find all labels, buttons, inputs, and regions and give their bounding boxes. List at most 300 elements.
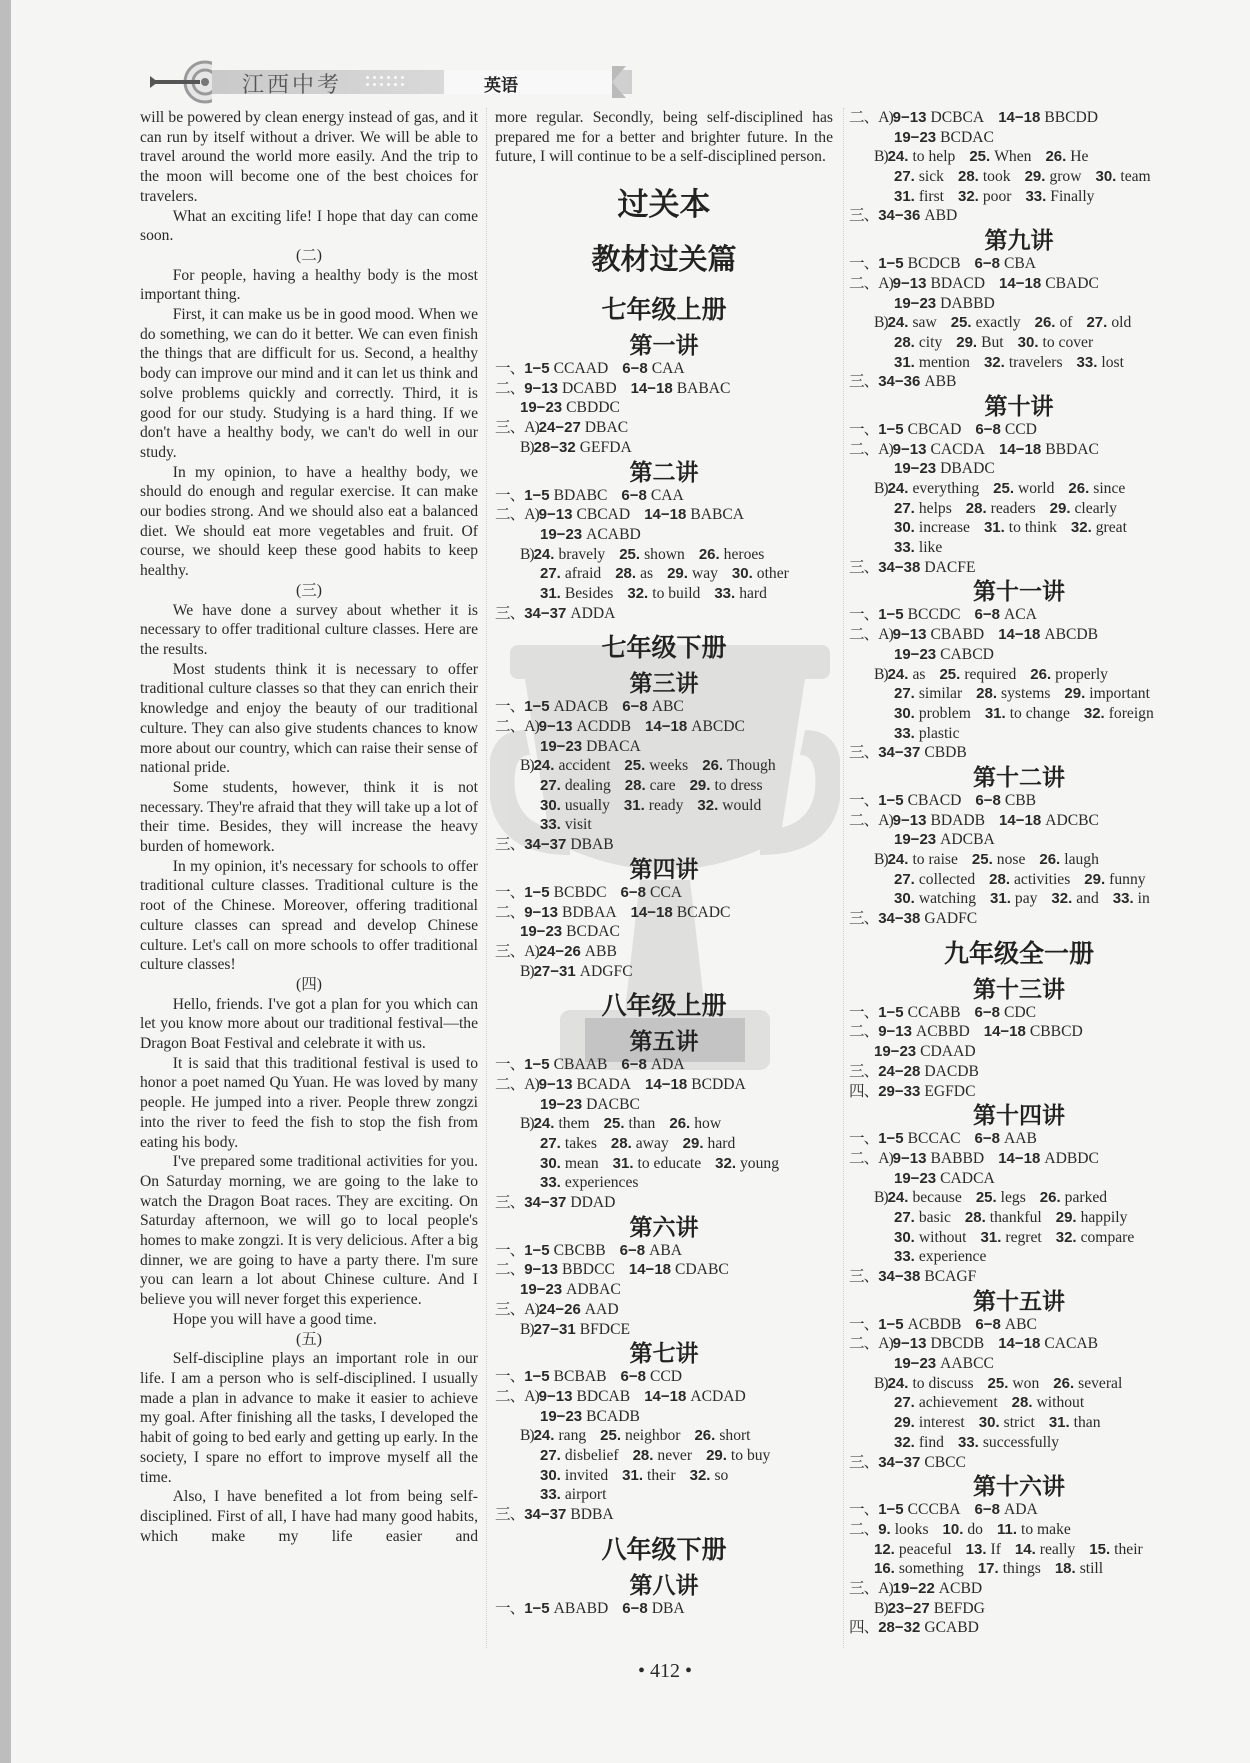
question-number: 14−18 — [983, 1023, 1026, 1041]
paragraph: What an exciting life! I hope that day can come soon. — [140, 207, 478, 245]
paragraph: Most students think it is necessary to offer traditional culture classes so that they can enrich their knowledge and enjoy the beauty of our traditional culture. They can also give students chances to know more about our country, which can raise their sense of national pride. — [140, 660, 478, 777]
page-header — [132, 60, 642, 104]
answer-text: BCCAC — [907, 1130, 961, 1148]
question-section-label: 二、A) — [849, 1335, 893, 1353]
answer-text: several — [1078, 1374, 1123, 1392]
question-section-label: 二、A) — [495, 1387, 539, 1405]
question-section-label: 一、 — [495, 883, 525, 901]
answer-item — [540, 1135, 597, 1152]
answer-line — [849, 1228, 1189, 1248]
answer-item — [878, 255, 960, 272]
answer-item — [993, 480, 1054, 497]
answer-line — [495, 584, 833, 604]
answer-text: CBACD — [907, 791, 962, 809]
answer-text: problem — [918, 704, 971, 722]
answer-item — [534, 439, 632, 456]
answer-text: DCABD — [562, 379, 617, 397]
answer-text: exactly — [975, 314, 1021, 332]
answer-item — [894, 871, 975, 888]
answer-item — [878, 559, 975, 576]
answer-line — [495, 1154, 833, 1174]
lecture-heading: 第十六讲 — [973, 1474, 1065, 1501]
answer-text: sick — [918, 168, 944, 186]
answer-text: BBDAC — [1045, 440, 1099, 458]
question-number: 33. — [540, 1174, 561, 1192]
answer-item — [611, 1135, 669, 1152]
answer-text: looks — [894, 1520, 929, 1538]
answer-text: Though — [727, 757, 776, 775]
answer-text: ABC — [651, 698, 684, 716]
answer-item — [539, 1388, 631, 1405]
answer-line — [849, 313, 1189, 333]
question-section-label: 三、 — [495, 1506, 525, 1524]
answer-item — [894, 705, 971, 722]
answer-item — [894, 354, 970, 371]
answer-text: GCABD — [924, 1619, 979, 1637]
answer-item — [540, 816, 592, 833]
answer-text: legs — [1000, 1189, 1026, 1207]
question-number: 24. — [887, 314, 909, 332]
question-number: 34−37 — [524, 1194, 567, 1212]
answer-text: CBBCD — [1029, 1023, 1083, 1041]
answer-item — [622, 360, 684, 377]
answer-line — [495, 1485, 833, 1505]
answer-line — [849, 206, 1189, 226]
answer-item — [1077, 354, 1124, 371]
answer-text: DDAD — [570, 1194, 616, 1212]
answer-text: to build — [652, 584, 701, 602]
answer-item — [633, 1447, 693, 1464]
answer-item — [975, 1004, 1037, 1021]
answer-item — [975, 1501, 1038, 1518]
answer-item — [1025, 168, 1082, 185]
answer-text: compare — [1080, 1228, 1135, 1246]
question-section-label: B) — [874, 314, 888, 332]
answer-item — [1084, 871, 1145, 888]
question-section-label: 二、 — [495, 903, 525, 921]
answer-item — [894, 1229, 967, 1246]
answer-line — [849, 1413, 1189, 1433]
question-number: 29. — [1064, 685, 1086, 703]
question-number: 24. — [887, 1374, 909, 1392]
answer-item — [878, 1268, 976, 1285]
question-number: 32. — [697, 796, 719, 814]
answer-item — [894, 295, 995, 312]
answer-text: ABCDC — [691, 718, 745, 736]
answer-item — [667, 565, 718, 582]
question-number: 31. — [990, 890, 1011, 908]
answer-item — [1051, 890, 1098, 907]
question-number: 1−5 — [878, 1501, 904, 1519]
grade-heading: 八年级下册 — [601, 1534, 727, 1564]
question-number: 19−23 — [894, 128, 937, 146]
answer-line — [849, 538, 1189, 558]
answer-text: experience — [918, 1248, 987, 1266]
answer-text: like — [918, 539, 943, 557]
answer-item — [878, 1454, 966, 1471]
answer-text: BCAGF — [924, 1268, 977, 1285]
answer-line — [495, 1300, 833, 1320]
answer-item — [524, 698, 608, 715]
answer-text: BCDDA — [691, 1075, 746, 1093]
question-number: 9. — [878, 1520, 891, 1538]
question-number: 28. — [615, 565, 637, 583]
question-number: 30. — [540, 1154, 561, 1172]
answer-text: something — [898, 1560, 964, 1578]
answer-item — [645, 1076, 746, 1093]
answer-item — [999, 275, 1099, 292]
question-number: 32. — [1055, 1228, 1077, 1246]
answer-line — [849, 1540, 1189, 1560]
answer-item — [975, 1130, 1037, 1147]
answer-text: ABD — [924, 207, 958, 225]
answer-item — [878, 207, 957, 224]
answer-item — [894, 890, 976, 907]
question-number: 26. — [694, 1427, 716, 1445]
question-number: 30. — [540, 1466, 561, 1484]
answer-line — [495, 1173, 833, 1193]
answer-text: takes — [564, 1135, 597, 1153]
lecture-heading: 第十讲 — [984, 393, 1054, 420]
question-section-label: 一、 — [495, 486, 525, 504]
question-number: 19−23 — [894, 294, 937, 312]
question-number: 1−5 — [524, 1241, 550, 1259]
answer-item — [644, 1388, 746, 1405]
question-number: 16. — [874, 1560, 895, 1578]
answer-item — [998, 1150, 1099, 1167]
answer-item — [878, 792, 961, 809]
question-number: 27. — [894, 870, 915, 888]
answer-item — [979, 1414, 1035, 1431]
question-section-label: 三、 — [849, 207, 879, 225]
answer-text: old — [1111, 314, 1132, 332]
answer-item — [683, 1135, 736, 1152]
question-number: 28. — [624, 777, 646, 795]
answer-item — [690, 1467, 729, 1484]
question-number: 13. — [965, 1540, 987, 1558]
question-number: 25. — [603, 1115, 625, 1133]
answer-text: properly — [1055, 665, 1108, 683]
answer-item — [524, 1242, 605, 1259]
answer-item — [540, 738, 641, 755]
answer-item — [621, 884, 683, 901]
answer-item — [622, 1600, 684, 1617]
answer-item — [625, 777, 676, 794]
question-number: 19−23 — [894, 831, 937, 849]
answer-item — [998, 109, 1098, 126]
question-number: 32. — [689, 1466, 711, 1484]
answer-item — [620, 1242, 682, 1259]
question-number: 1−5 — [524, 486, 550, 504]
question-number: 14. — [1014, 1540, 1036, 1558]
answer-item — [534, 1321, 630, 1338]
question-number: 6−8 — [975, 1315, 1001, 1333]
answer-text: still — [1079, 1560, 1104, 1578]
question-number: 29. — [682, 1135, 704, 1153]
answer-item — [894, 334, 942, 351]
answer-item — [878, 606, 960, 623]
answer-text: BCDAC — [940, 128, 994, 146]
answer-text: pay — [1014, 890, 1038, 908]
answer-text: to educate — [637, 1154, 702, 1172]
question-number: 24. — [887, 1189, 909, 1207]
answer-item — [524, 836, 613, 853]
answer-item — [520, 923, 620, 940]
paragraph: We have done a survey about whether it is necessary to offer traditional culture classes. Here are the results. — [140, 601, 478, 658]
question-number: 9−13 — [538, 1075, 573, 1093]
answer-text: airport — [564, 1486, 607, 1504]
answer-text: strict — [1003, 1414, 1035, 1432]
question-number: 6−8 — [620, 1368, 646, 1386]
answer-item — [894, 1394, 998, 1411]
page-number: • 412 • — [637, 1660, 692, 1682]
answer-text: since — [1093, 480, 1126, 497]
answer-line — [849, 1169, 1189, 1189]
column-divider — [486, 108, 487, 1648]
answer-text: mean — [564, 1154, 599, 1172]
answer-text: weeks — [649, 757, 689, 775]
answer-item — [539, 1301, 619, 1318]
answer-item — [888, 148, 956, 165]
answer-line — [495, 1466, 833, 1486]
question-number: 34−36 — [878, 373, 921, 391]
answer-item — [619, 546, 685, 563]
subject-box — [444, 70, 612, 94]
answer-line — [849, 684, 1189, 704]
answer-text: ADACB — [553, 698, 609, 716]
question-number: 11. — [996, 1520, 1017, 1538]
question-number: 33. — [714, 584, 736, 602]
answer-line — [495, 776, 833, 796]
answer-text: as — [640, 565, 654, 583]
question-number: 14−18 — [645, 718, 688, 736]
question-section-label: 四、 — [849, 1082, 879, 1100]
answer-text: activities — [1014, 870, 1071, 888]
question-section-label: 三、 — [495, 836, 525, 854]
question-number: 1−5 — [878, 1003, 904, 1021]
question-number: 31. — [983, 519, 1005, 537]
answer-item — [615, 565, 653, 582]
question-number: 28. — [957, 168, 979, 186]
question-number: 14−18 — [644, 1387, 687, 1405]
answer-item — [524, 1368, 606, 1385]
lecture-heading: 第十二讲 — [973, 764, 1065, 791]
section-number: (三) — [296, 581, 322, 599]
answer-line — [849, 372, 1189, 392]
lecture-heading: 第八讲 — [629, 1572, 699, 1599]
answer-text: ABCDB — [1044, 626, 1099, 644]
answer-text: BDABC — [553, 486, 608, 504]
lecture-heading: 第五讲 — [629, 1029, 699, 1056]
lecture-heading: 第十四讲 — [973, 1103, 1065, 1130]
question-section-label: 一、 — [495, 1599, 525, 1617]
question-number: 24. — [887, 851, 909, 868]
question-number: 30. — [540, 796, 561, 814]
answer-text: AAB — [1003, 1130, 1037, 1148]
answer-text: saw — [912, 314, 937, 332]
question-number: 19−23 — [540, 525, 583, 543]
answer-item — [539, 419, 628, 436]
answer-text: without — [1036, 1394, 1085, 1412]
answer-text: poor — [982, 187, 1012, 205]
question-number: 9−13 — [892, 440, 927, 458]
answer-item — [622, 1467, 675, 1484]
answer-text: CCAAD — [553, 360, 609, 378]
answer-text: first — [918, 187, 944, 205]
answer-line — [495, 697, 833, 717]
answer-text: increase — [918, 519, 970, 537]
question-number: 6−8 — [975, 420, 1001, 438]
question-section-label: 三、 — [495, 1194, 525, 1212]
answer-line — [849, 1003, 1189, 1023]
question-number: 27. — [894, 168, 915, 186]
question-section-label: 二、 — [495, 1261, 525, 1279]
section-number: (四) — [296, 975, 322, 993]
answer-text: CBCAD — [576, 506, 631, 524]
answer-item — [894, 725, 960, 742]
answer-text: BCCDC — [907, 606, 961, 624]
answer-item — [1049, 1414, 1101, 1431]
answer-line — [849, 1453, 1189, 1473]
answer-text: basic — [918, 1208, 951, 1226]
answer-line — [495, 796, 833, 816]
answer-text: ACBD — [938, 1579, 983, 1597]
question-number: 26. — [669, 1115, 691, 1133]
question-section-label: 一、 — [849, 1130, 879, 1148]
answer-text: and — [1076, 890, 1099, 908]
answer-line — [495, 1387, 833, 1407]
answer-text: invited — [564, 1466, 609, 1484]
question-number: 28. — [610, 1135, 632, 1153]
answer-item — [624, 797, 684, 814]
question-number: 33. — [894, 724, 915, 742]
question-number: 6−8 — [974, 255, 1000, 273]
answer-text: CBDDC — [566, 399, 620, 417]
answer-text: CACDA — [930, 440, 986, 458]
answer-item — [999, 441, 1099, 458]
question-number: 27. — [894, 499, 915, 517]
question-section-label: 一、 — [849, 1501, 879, 1519]
paragraph: In my opinion, to have a healthy body, we should do enough and regular exercise. It can make our bodies strong. And we should also eat a balanced diet. We should eat more vegetables and fruit. Of course, we should keep these good habits to keep healthy. — [140, 463, 478, 580]
answer-text: heroes — [723, 545, 765, 563]
question-section-label: 二、A) — [495, 506, 539, 524]
middle-column — [495, 108, 833, 1618]
question-number: 9−13 — [524, 379, 558, 397]
answer-text: important — [1089, 685, 1150, 703]
question-number: 19−23 — [520, 923, 563, 941]
answer-line — [849, 558, 1189, 578]
answer-item — [1053, 1375, 1122, 1392]
subject-label: 英语 — [484, 76, 518, 96]
answer-text: AABCC — [940, 1355, 994, 1373]
answer-item — [888, 1600, 985, 1617]
question-number: 19−22 — [892, 1579, 935, 1597]
answer-text: CBA — [1003, 255, 1037, 273]
answer-text: CCD — [649, 1368, 683, 1386]
question-number: 26. — [1034, 314, 1056, 332]
question-section-label: B) — [874, 665, 888, 683]
answer-item — [894, 646, 994, 663]
answer-line — [495, 717, 833, 737]
answer-text: their — [1114, 1540, 1143, 1558]
answer-text: BBCDD — [1044, 109, 1099, 126]
answer-item — [1040, 1189, 1107, 1206]
question-number: 19−23 — [520, 1281, 563, 1299]
answer-line — [495, 486, 833, 506]
question-number: 19−23 — [540, 1095, 583, 1113]
answer-line — [495, 1407, 833, 1427]
answer-text: travelers — [1008, 353, 1063, 371]
answer-text: BCDCB — [907, 255, 961, 273]
question-number: 29. — [689, 777, 711, 795]
answer-item — [878, 910, 977, 927]
answer-item — [540, 1174, 638, 1191]
answer-item — [878, 1521, 928, 1538]
question-number: 1−5 — [524, 360, 550, 378]
answer-text: accident — [558, 757, 611, 775]
answer-line — [495, 1193, 833, 1213]
question-number: 33. — [894, 539, 915, 557]
question-section-label: 三、 — [849, 1453, 879, 1471]
answer-item — [975, 421, 1037, 438]
answer-line — [495, 1446, 833, 1466]
question-number: 26. — [1039, 1189, 1061, 1207]
question-number: 33. — [957, 1433, 979, 1451]
question-number: 1−5 — [878, 1130, 904, 1148]
answer-line — [849, 743, 1189, 763]
answer-text: ADBAC — [566, 1281, 621, 1299]
answer-line — [849, 1042, 1189, 1062]
answer-line — [495, 1114, 833, 1134]
answer-item — [1050, 500, 1117, 517]
answer-text: short — [719, 1427, 751, 1445]
question-number: 1−5 — [878, 791, 904, 809]
answer-line — [849, 1354, 1189, 1374]
answer-item — [894, 519, 970, 536]
answer-item — [888, 666, 926, 683]
question-number: 27. — [540, 565, 561, 583]
answer-text: foreign — [1108, 704, 1154, 722]
paragraph: First, it can make us be in good mood. When we do something, we can do it better. We can even finish the things that are difficult for us. Second, a healthy body can improve our mind and it can let us think and solve problems quickly and correctly. Third, it is good for our study. Studying is a hard thing. If we don't have a healthy body, we can't do well in our study. — [140, 306, 478, 461]
lecture-heading: 第三讲 — [629, 671, 699, 698]
question-number: 6−8 — [974, 1130, 1000, 1148]
answer-item — [988, 1375, 1040, 1392]
answer-line — [849, 870, 1189, 890]
question-section-label: B) — [874, 480, 888, 497]
answer-item — [627, 585, 700, 602]
answer-item — [998, 626, 1098, 643]
question-section-label: 二、A) — [849, 440, 893, 458]
paragraph: Some students, however, think it is not necessary. They're afraid that they will take up a lot of their time. Besides, they will increase the heavy burden of homework. — [140, 778, 478, 856]
question-section-label: B) — [520, 757, 534, 775]
answer-text: DACFE — [924, 558, 976, 576]
answer-text: of — [1059, 314, 1073, 332]
answer-text: ABABD — [553, 1599, 609, 1617]
answer-item — [524, 487, 607, 504]
answer-text: CBABD — [930, 626, 985, 644]
answer-text: ADCBA — [940, 831, 995, 849]
answer-line — [495, 1134, 833, 1154]
question-number: 31. — [1048, 1414, 1070, 1432]
answer-item — [981, 1229, 1042, 1246]
answer-item — [702, 757, 775, 774]
answer-item — [878, 1501, 960, 1518]
answer-line — [849, 274, 1189, 294]
question-number: 28−32 — [878, 1619, 921, 1637]
question-number: 28−32 — [533, 438, 576, 456]
answer-text: EGFDC — [924, 1082, 976, 1100]
question-number: 6−8 — [622, 1599, 648, 1617]
